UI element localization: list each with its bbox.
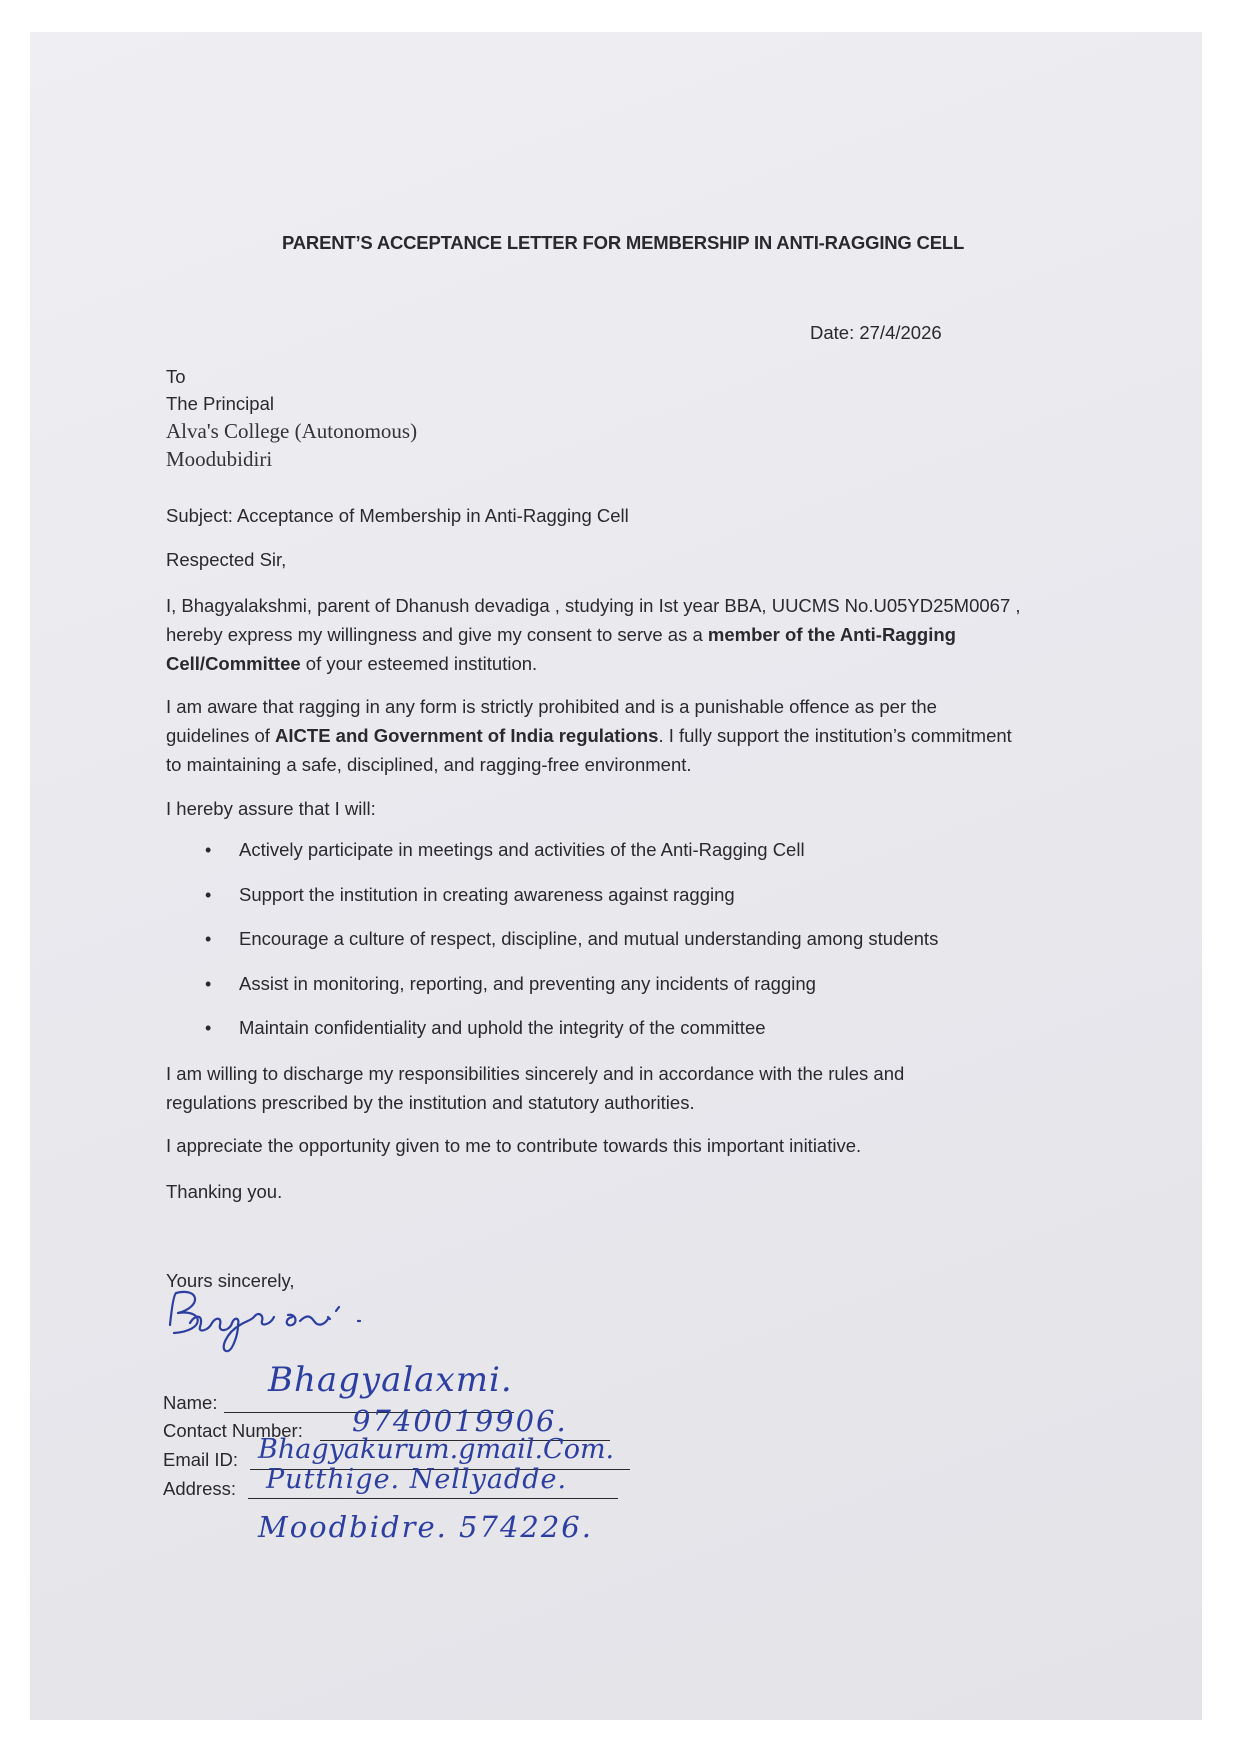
address-line-2: Moodbidre. 574226. — [258, 1510, 593, 1544]
assurance-list — [205, 838, 938, 1061]
responsibility-paragraph: I am willing to discharge my responsibilities sincerely and in accordance with the rules and regulations prescribed by the institution and statutory authorities. — [166, 1063, 905, 1113]
email-value: Bhagyakurum.gmail.Com. — [258, 1434, 615, 1465]
closing-line: Yours sincerely, — [166, 1270, 295, 1291]
contact-label: Contact Number: — [163, 1420, 303, 1441]
to-label: To — [166, 366, 186, 387]
list-item: • Maintain confidentiality and uphold the integrity of the committee — [205, 1016, 938, 1061]
awareness-text-2: . I fully support the institution’s commitment to maintaining a safe, disciplined, and ragging-free environment. — [166, 725, 1012, 775]
salutation: Respected Sir, — [166, 549, 287, 570]
assure-intro: I hereby assure that I will: — [166, 798, 376, 819]
list-item: • Encourage a culture of respect, discipline, and mutual understanding among students — [205, 927, 938, 972]
consent-paragraph — [166, 591, 1046, 678]
consent-text-bold: member of the Anti-Ragging Cell/Committee — [166, 624, 956, 674]
list-item: • Assist in monitoring, reporting, and preventing any incidents of ragging — [205, 972, 938, 1017]
signature — [160, 1285, 430, 1360]
contact-value: 9740019906. — [352, 1404, 568, 1438]
list-item: • Support the institution in creating awareness against ragging — [205, 883, 938, 928]
thanking-line: Thanking you. — [166, 1181, 283, 1202]
address-line-1: Putthige. Nellyadde. — [266, 1464, 568, 1495]
list-item: • Actively participate in meetings and activities of the Anti-Ragging Cell — [205, 838, 938, 883]
address-underline — [248, 1498, 618, 1499]
recipient-institution: Alva's College (Autonomous) — [166, 419, 418, 443]
awareness-text-1: I am aware that ragging in any form is strictly prohibited and is a punishable offence as per the guidelines of — [166, 696, 937, 746]
awareness-paragraph — [166, 692, 1016, 779]
recipient-city: Moodubidiri — [166, 447, 273, 471]
subject-line: Subject: Acceptance of Membership in Anti-Ragging Cell — [166, 505, 629, 526]
letter-title: PARENT’S ACCEPTANCE LETTER FOR MEMBERSHIP IN ANTI-RAGGING CELL — [282, 232, 965, 253]
consent-text-2: of your esteemed institution. — [300, 653, 538, 674]
recipient-title: The Principal — [166, 393, 274, 414]
address-label: Address: — [163, 1478, 237, 1499]
name-label: Name: — [163, 1392, 218, 1413]
consent-text-1: I, Bhagyalakshmi, parent of Dhanush devadiga , studying in Ist year BBA, UUCMS No.U05YD25M0067 , hereby express my willingness and give my consent to serve as a — [166, 595, 1021, 645]
name-value: Bhagyalaxmi. — [268, 1360, 513, 1400]
letter-date: Date: 27/4/2026 — [810, 322, 942, 343]
appreciation-line: I appreciate the opportunity given to me to contribute towards this important initiative. — [166, 1135, 862, 1156]
awareness-text-bold: AICTE and Government of India regulations — [275, 725, 659, 746]
email-label: Email ID: — [163, 1449, 239, 1470]
